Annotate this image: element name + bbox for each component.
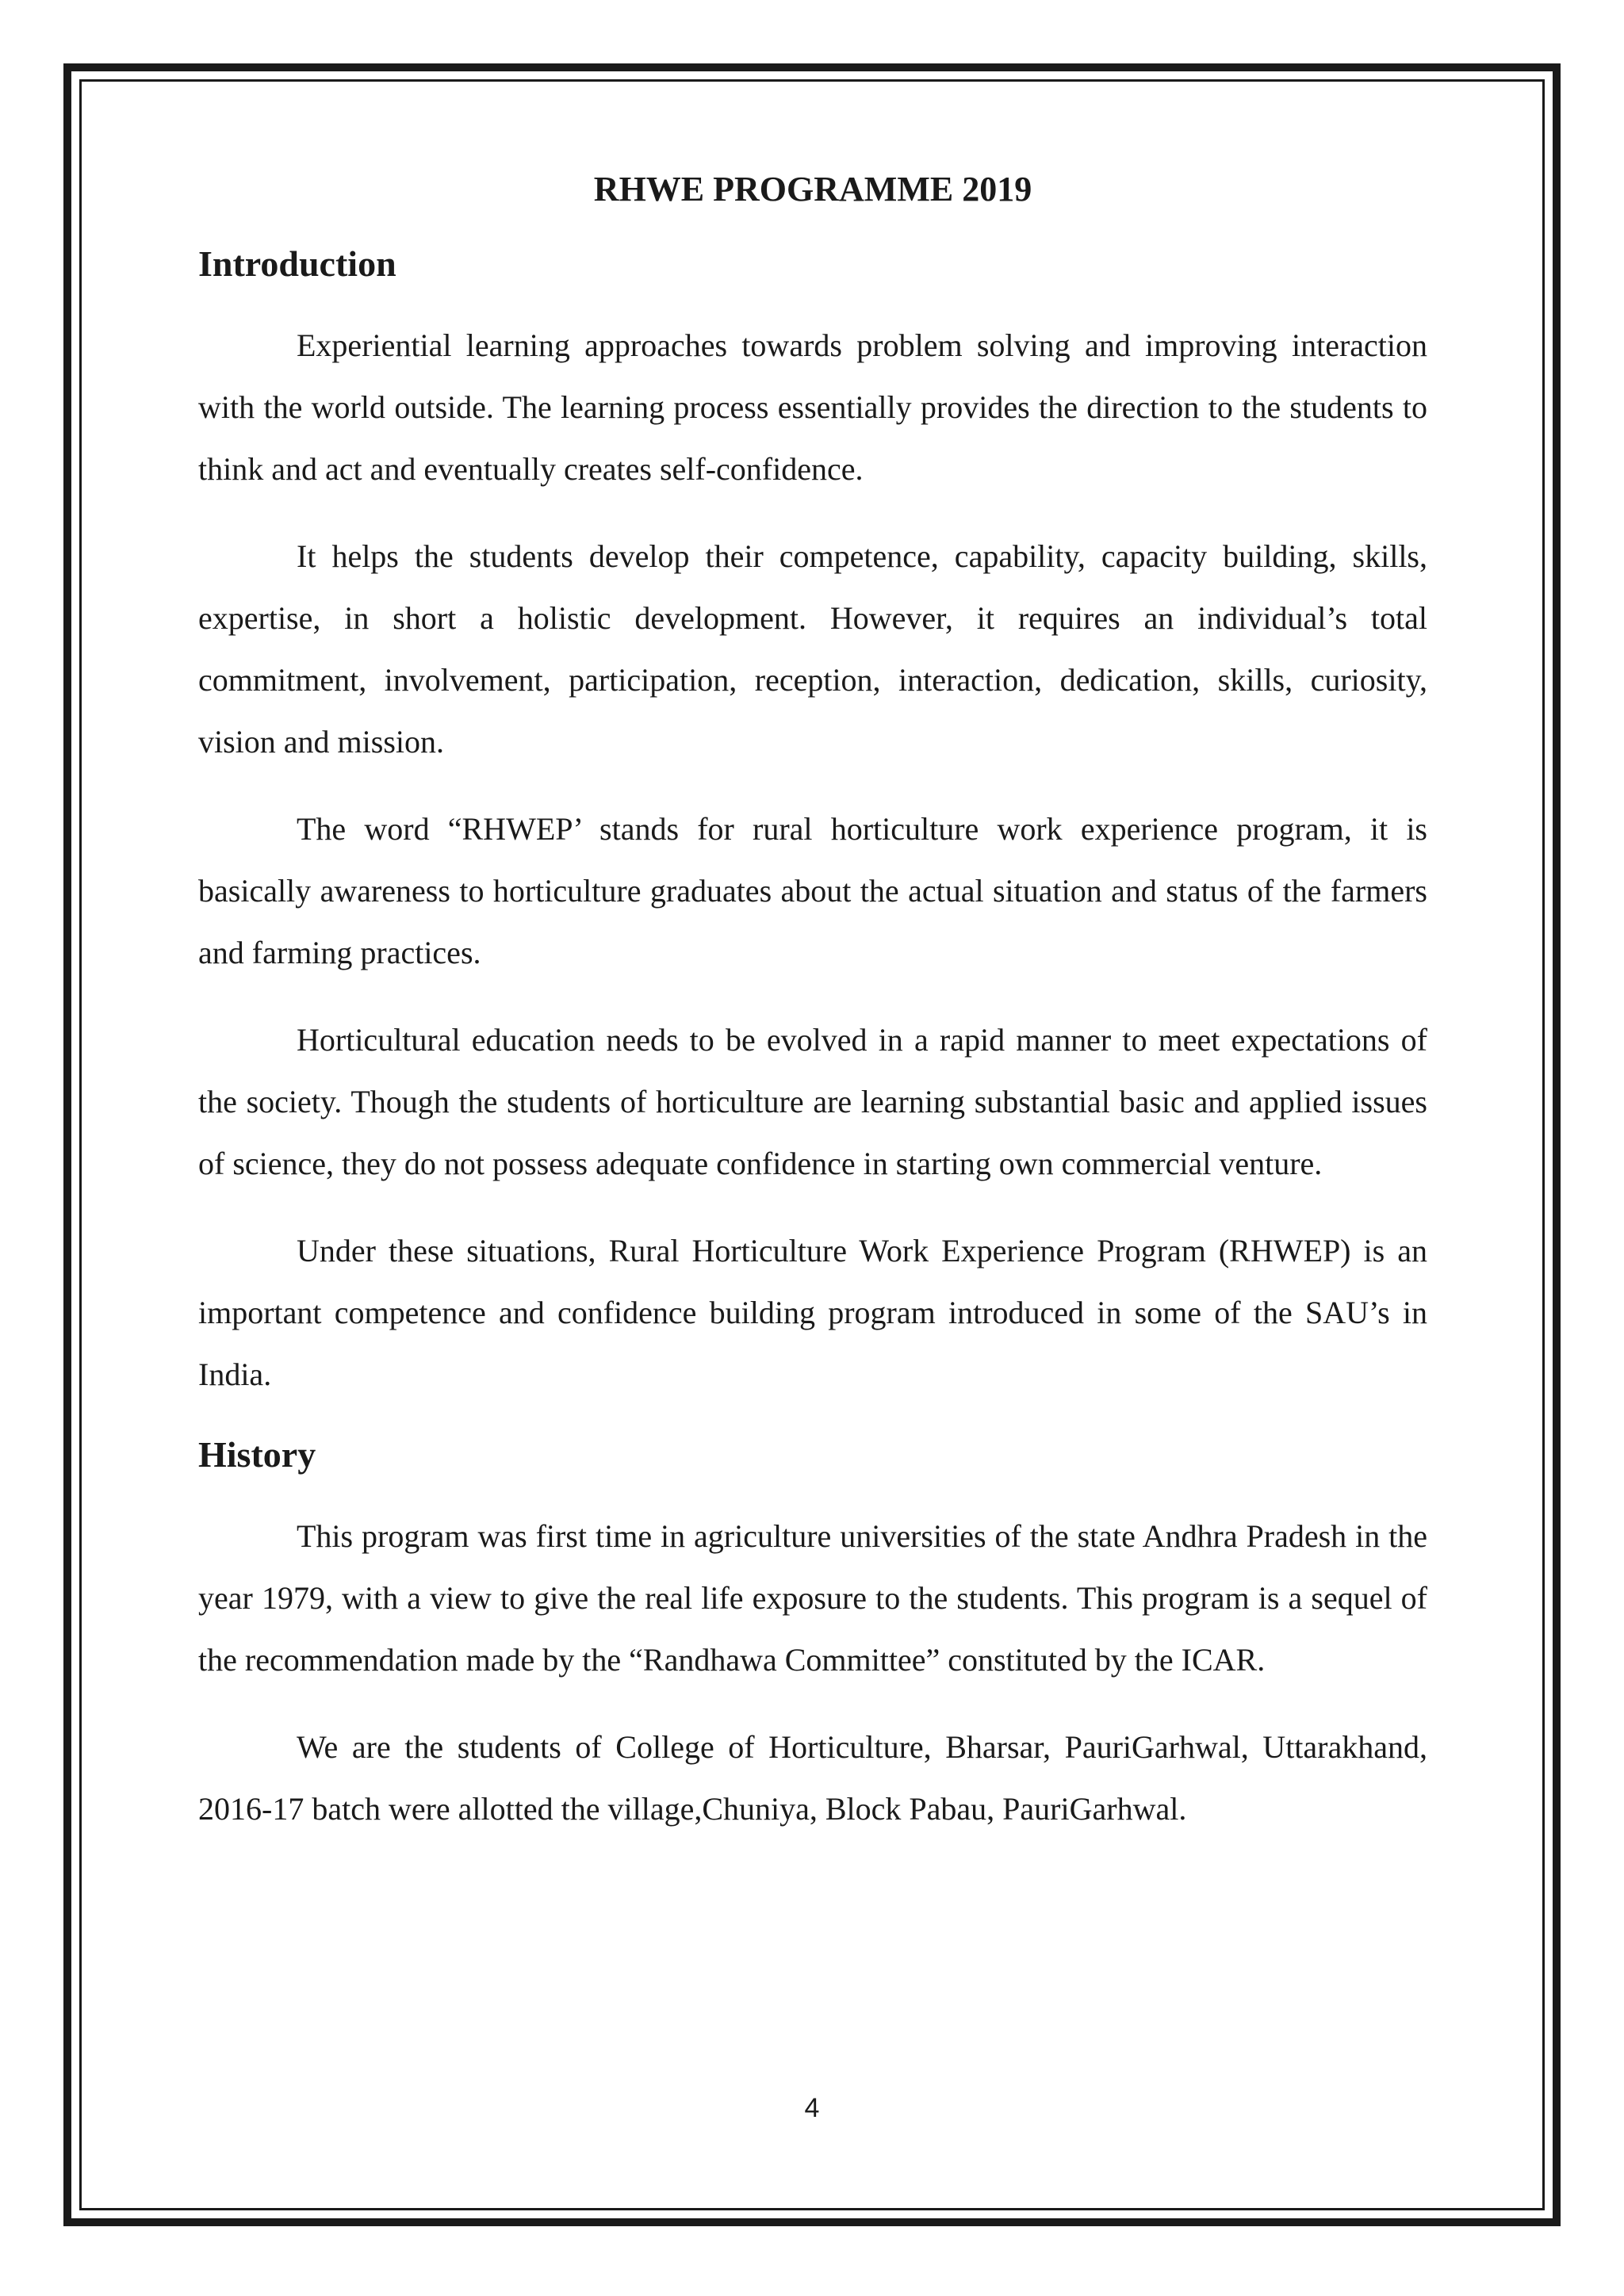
- page-number: 4: [804, 2093, 820, 2123]
- paragraph: The word “RHWEP’ stands for rural horticulture work experience program, it is basically awareness to horticulture graduates about the actual situation and status of the farmers and farming practices.: [198, 810, 1427, 970]
- page-title: RHWE PROGRAMME 2019: [593, 170, 1032, 209]
- paragraph: Experiential learning approaches towards problem solving and improving interaction with the world outside. The learning process essentially provides the direction to the students to think and act and eventually creates self-confidence.: [198, 327, 1427, 487]
- paragraph: It helps the students develop their competence, capability, capacity building, skills, expertise, in short a holistic development. However, it requires an individual’s total commitment, involvement, participation, reception, interaction, dedication, skills, curiosity, vision and mission.: [198, 538, 1427, 760]
- paragraph: We are the students of College of Horticulture, Bharsar, PauriGarhwal, Uttarakhand, 2016-17 batch were allotted the village,Chuniya, Block Pabau, PauriGarhwal.: [198, 1728, 1427, 1827]
- section-heading-introduction: Introduction: [198, 243, 396, 285]
- document-body: [198, 166, 1427, 1866]
- section-heading-history: History: [198, 1433, 316, 1475]
- section-introduction: [198, 240, 1427, 1406]
- section-history: [198, 1431, 1427, 1840]
- paragraph: Under these situations, Rural Horticulture Work Experience Program (RHWEP) is an important competence and confidence building program introduced in some of the SAU’s in India.: [198, 1232, 1427, 1392]
- paragraph: Horticultural education needs to be evolved in a rapid manner to meet expectations of the society. Though the students of horticulture are learning substantial basic and applied issues of science, they do not possess adequate confidence in starting own commercial venture.: [198, 1021, 1427, 1181]
- paragraph: This program was first time in agriculture universities of the state Andhra Pradesh in the year 1979, with a view to give the real life exposure to the students. This program is a sequel of the recommendation made by the “Randhawa Committee” constituted by the ICAR.: [198, 1517, 1427, 1678]
